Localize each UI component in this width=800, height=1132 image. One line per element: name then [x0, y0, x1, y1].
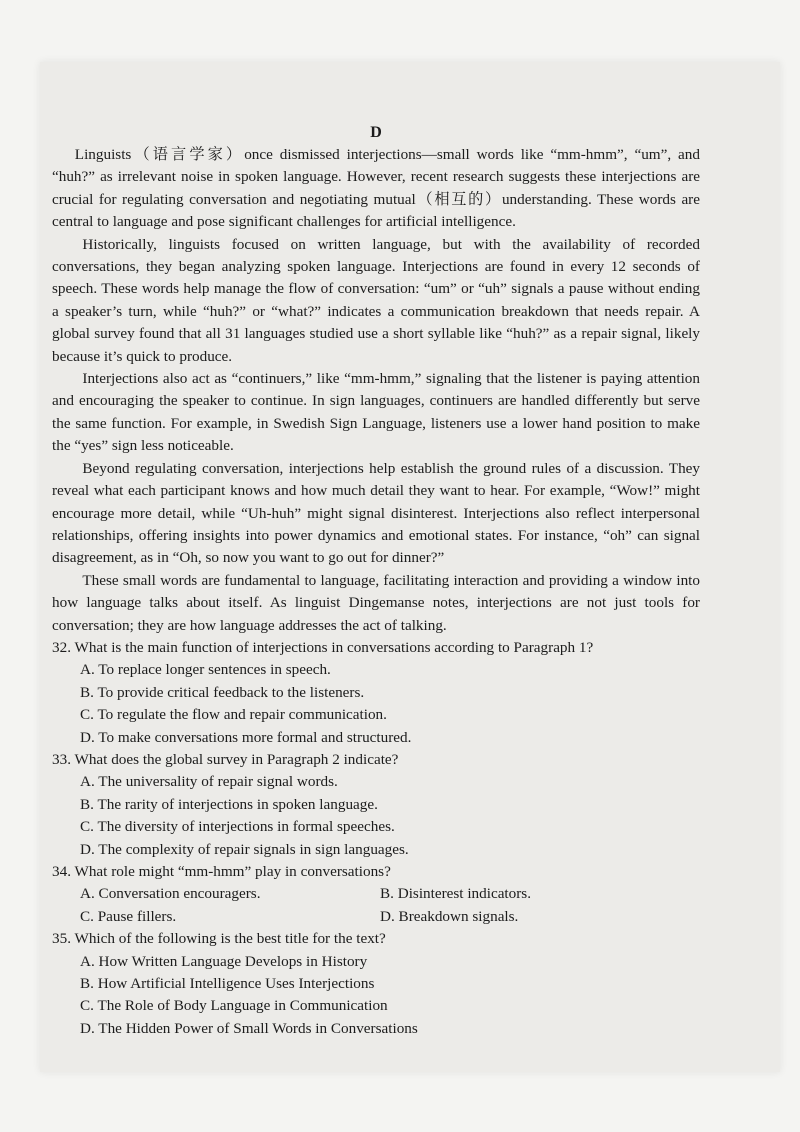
option-a: A. To replace longer sentences in speech. — [80, 661, 331, 679]
option-d: D. Breakdown signals. — [380, 907, 519, 925]
option-c: C. To regulate the flow and repair communication. — [80, 706, 387, 724]
reading-passage — [52, 122, 700, 1040]
paragraph-2: Historically, linguists focused on written language, but with the availability of recorded conversations, they began analyzing spoken language. Interjections are found in every 12 seconds of speech. These words help manage the flow of conversation: “um” or “uh” signals a pause without ending a speaker’s turn, while “huh?” or “what?” indicates a communication breakdown that needs repair. A global survey found that all 31 languages studied use a short syllable like “huh?” as a repair signal, likely because it’s quick to produce. — [52, 235, 700, 365]
option-c: C. The diversity of interjections in formal speeches. — [80, 818, 395, 836]
question-33 — [52, 749, 700, 861]
question-35 — [52, 928, 700, 1040]
question-34 — [52, 861, 700, 928]
option-b: B. How Artificial Intelligence Uses Interjections — [80, 975, 375, 993]
passage-body — [52, 144, 700, 637]
option-d: D. To make conversations more formal and structured. — [80, 728, 412, 746]
question-32 — [52, 637, 700, 749]
paragraph-1: Linguists（语言学家）once dismissed interjections—small words like “mm-hmm”, “um”, and “huh?” as irrelevant noise in spoken language. However, recent research suggests these interjections are crucial for regulating conversation and negotiating mutual（相互的）understanding. These words are central to language and pose significant challenges for artificial intelligence. — [52, 146, 700, 231]
paragraph-4: Beyond regulating conversation, interjections help establish the ground rules of a discussion. They reveal what each participant knows and how much detail they want to hear. For example, “Wow!” might encourage more detail, while “Uh-huh” might signal disinterest. Interjections also reflect interpersonal relationships, offering insights into power dynamics and emotional states. For instance, “oh” can signal disagreement, as in “Oh, so now you want to go out for dinner?” — [52, 459, 700, 567]
option-a: A. How Written Language Develops in History — [80, 952, 368, 970]
option-d: D. The complexity of repair signals in sign languages. — [80, 840, 409, 858]
option-b: B. Disinterest indicators. — [380, 885, 532, 903]
option-a: A. Conversation encouragers. — [80, 885, 261, 903]
paragraph-3: Interjections also act as “continuers,” like “mm-hmm,” signaling that the listener is paying attention and encouraging the speaker to continue. In sign languages, continuers are handled differently but serve the same function. For example, in Swedish Sign Language, listeners use a lower hand position to make the “yes” sign less noticeable. — [52, 370, 700, 455]
option-c: C. The Role of Body Language in Communication — [80, 997, 388, 1015]
option-c: C. Pause fillers. — [80, 907, 177, 925]
option-b: B. The rarity of interjections in spoken language. — [80, 795, 378, 813]
question-stem: 32. What is the main function of interjections in conversations according to Paragraph 1? — [52, 638, 594, 656]
question-stem: 33. What does the global survey in Paragraph 2 indicate? — [52, 750, 399, 768]
question-stem: 34. What role might “mm-hmm” play in conversations? — [52, 863, 391, 880]
option-grid — [80, 883, 700, 928]
option-b: B. To provide critical feedback to the listeners. — [80, 683, 365, 701]
section-letter: D — [370, 124, 382, 141]
question-stem: 35. Which of the following is the best title for the text? — [52, 930, 386, 948]
paragraph-5: These small words are fundamental to language, facilitating interaction and providing a window into how language talks about itself. As linguist Dingemanse notes, interjections are not just tools for conversation; they are how language addresses the act of talking. — [52, 571, 700, 634]
question-list — [52, 637, 700, 1040]
option-d: D. The Hidden Power of Small Words in Conversations — [80, 1019, 418, 1037]
option-a: A. The universality of repair signal words. — [80, 773, 338, 791]
